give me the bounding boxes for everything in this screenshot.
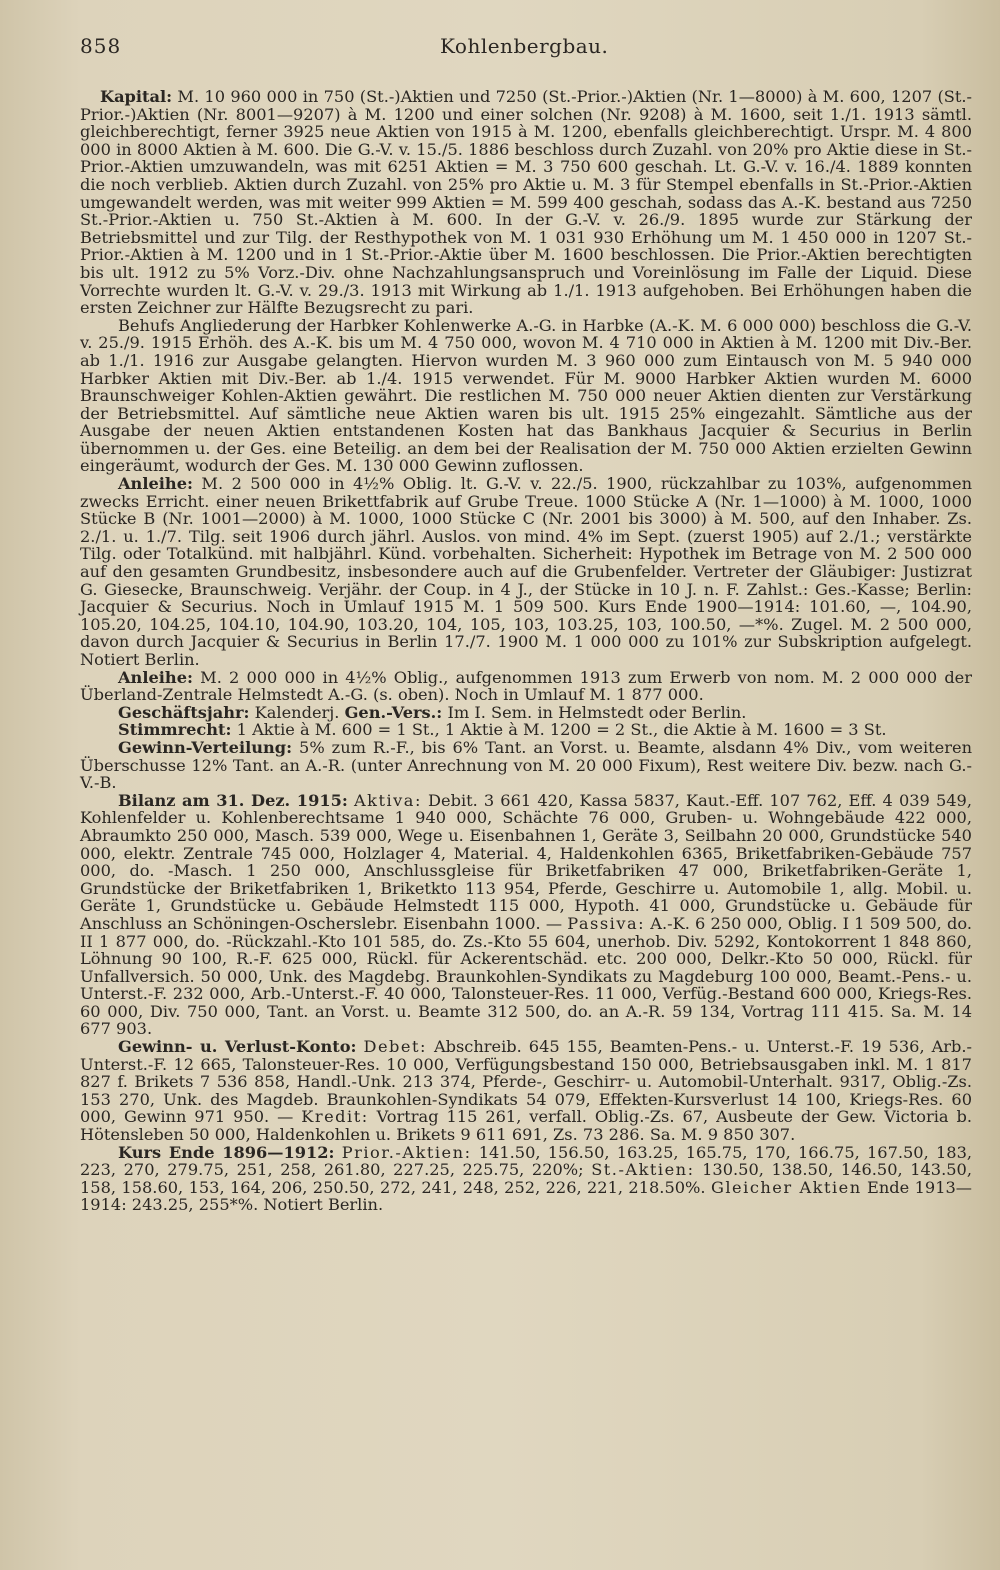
paragraph-text: Debit. 3 661 420, Kassa 5837, Kaut.-Eff. 107 762, Eff. 4 039 549, Kohlenfelder u. Kohlenberechtsame 1 940 000, Schächte 76 000, Gruben- u. Wohngebäude 422 000, Abraumkto 250 000, Masch. 539 000, Wege u. Eisenbahnen 1, Geräte 3, Seilbahn 20 000, Grundstücke 540 000, elektr. Zentrale 745 000, Holzlager 4, Material. 4, Haldenkohlen 6365, Briketfabriken-Gebäude 757 000, do. -Masch. 1 250 000, Anschlussgleise für Briketfabriken 47 000, Briketfabriken-Geräte 1, Grundstücke der Briketfabriken 1, Briketkto 113 954, Pferde, Geschirre u. Automobile 1, allg. Mobil. u. Geräte 1, Grundstücke u. Gebäude Helmstedt 115 000, Hypoth. 41 000, Grundstücke u. Gebäude für Anschluss an Schöningen-Oscherslebr. Eisenbahn 1000. — (80, 790, 973, 933)
paragraph-geschaeftsjahr (80, 704, 972, 722)
paragraph-text: Kalenderj. (249, 702, 345, 722)
paragraph-bilanz (80, 792, 972, 1038)
paragraph-text: 5% zum R.-F., bis 6% Tant. an Vorst. u. Beamte, alsdann 4% Div., vom weiteren Überschusse 12% Tant. an A.-R. (unter Anrechnung von M. 20 000 Fixum), Rest weitere Div. bezw. nach G.-V.-B. (80, 737, 972, 793)
paragraph-lead: Gewinn-Verteilung: (118, 737, 293, 757)
st-aktien-label: St.-Aktien: (591, 1160, 695, 1180)
paragraph-lead: Stimmrecht: (118, 720, 232, 740)
prior-aktien-label: Prior.-Aktien: (341, 1142, 472, 1162)
paragraph-text-3: Ende 1913—1914: 243.25, 255*%. Notiert Berlin. (80, 1177, 972, 1215)
paragraph-text: 141.50, 156.50, 163.25, 165.75, 170, 166.75, 167.50, 183, 223, 270, 279.75, 251, 258, 261.80, 227.25, 225.75, 220%; (80, 1142, 973, 1180)
paragraph-text-2: A.-K. 6 250 000, Oblig. I 1 509 500, do. II 1 877 000, do. -Rückzahl.-Kto 101 585, do. Zs.-Kto 55 604, unerhob. Div. 5292, Kontokorrent 1 848 860, Löhnung 90 100, R.-F. 625 000, Rückl. für Ackerentschäd. etc. 200 000, Delkr.-Kto 50 000, Rückl. für Unfallversich. 50 000, Unk. des Magdebg. Braunkohlen-Syndikats zu Magdeburg 100 000, Beamt.-Pens.- u. Unterst.-F. 232 000, Arb.-Unterst.-F. 40 000, Talonsteuer-Res. 11 000, Verfüg.-Bestand 600 000, Kriegs-Res. 60 000, Div. 750 000, Tant. an Vorst. u. Beamte 312 500, do. an A.-R. 59 134, Vortrag 111 415. Sa. M. 14 677 903. (80, 913, 972, 1039)
aktiva-label: Aktiva: (353, 790, 422, 810)
paragraph-lead: Anleihe: (118, 667, 193, 687)
paragraph-stimmrecht (80, 721, 972, 739)
paragraph-lead: Geschäftsjahr: (118, 702, 250, 722)
paragraph-text: M. 2 000 000 in 4½% Oblig., aufgenommen 1913 zum Erwerb von nom. M. 2 000 000 der Überland-Zentrale Helmstedt A.-G. (s. oben). Noch in Umlauf M. 1 877 000. (80, 667, 972, 705)
paragraph-text: 1 Aktie à M. 600 = 1 St., 1 Aktie à M. 1200 = 2 St., die Aktie à M. 1600 = 3 St. (231, 720, 887, 740)
paragraph-text-2: Vortrag 115 261, verfall. Oblig.-Zs. 67, Ausbeute der Gew. Victoria b. Hötensleben 50 000, Haldenkohlen u. Brikets 9 611 691, Zs. 73 286. Sa. M. 9 850 307. (80, 1107, 972, 1145)
paragraph-kapital (80, 88, 972, 317)
paragraph-lead-2: Gen.-Vers.: (344, 702, 443, 722)
paragraph-kurs (80, 1144, 972, 1214)
passiva-label: Passiva: (567, 913, 646, 933)
document-body (80, 88, 972, 1214)
paragraph-text: M. 2 500 000 in 4½% Oblig. lt. G.-V. v. 22./5. 1900, rückzahlbar zu 103%, aufgenommen zwecks Erricht. einer neuen Brikettfabrik auf Grube Treue. 1000 Stücke A (Nr. 1—1000) à M. 1000, 1000 Stücke B (Nr. 1001—2000) à M. 1000, 1000 Stücke C (Nr. 2001 bis 3000) à M. 500, auf den Inhaber. Zs. 2./1. u. 1./7. Tilg. seit 1906 durch jährl. Auslos. von mind. 4% im Sept. (zuerst 1905) auf 2./1.; verstärkte Tilg. oder Totalkünd. mit halbjährl. Künd. vorbehalten. Sicherheit: Hypothek im Betrage von M. 2 500 000 auf den gesamten Grundbesitz, insbesondere auch auf die Grubenfelder. Vertreter der Gläubiger: Justizrat G. Giesecke, Braunschweig. Verjähr. der Coup. in 4 J., der Stücke in 10 J. n. F. Zahlst.: Ges.-Kasse; Berlin: Jacquier & Securius. Noch in Umlauf 1915 M. 1 509 500. Kurs Ende 1900—1914: 101.60, —, 104.90, 105.20, 104.25, 104.10, 104.90, 103.20, 104, 105, 103, 103.25, 103, 100.50, —*%. Zugel. M. 2 500 000, davon durch Jacquier & Securius in Berlin 17./7. 1900 M. 1 000 000 zu 101% zur Subskription aufgelegt. Notiert Berlin. (80, 474, 972, 669)
paragraph-lead: Anleihe: (118, 474, 193, 494)
paragraph-lead: Kurs Ende 1896—1912: (118, 1142, 335, 1162)
running-title: Kohlenbergbau. (440, 34, 609, 58)
paragraph-lead: Gewinn- u. Verlust-Konto: (118, 1037, 357, 1057)
page-header (80, 34, 972, 74)
paragraph-angliederung (80, 317, 972, 475)
paragraph-text: Behufs Angliederung der Harbker Kohlenwerke A.-G. in Harbke (A.-K. M. 6 000 000) beschloss die G.-V. v. 25./9. 1915 Erhöh. des A.-K. bis um M. 4 750 000, wovon M. 4 710 000 in Aktien à M. 1200 mit Div.-Ber. ab 1./1. 1916 zur Ausgabe gelangten. Hiervon wurden M. 3 960 000 zum Eintausch von M. 5 940 000 Harbker Aktien mit Div.-Ber. ab 1./4. 1915 verwendet. Für M. 9000 Harbker Aktien wurden M. 6000 Braunschweiger Kohlen-Aktien gewährt. Die restlichen M. 750 000 neuer Aktien dienten zur Verstärkung der Betriebsmittel. Auf sämtliche neue Aktien waren bis ult. 1915 25% eingezahlt. Sämtliche aus der Ausgabe der neuen Aktien entstandenen Kosten hat das Bankhaus Jacquier & Securius in Berlin übernommen u. der Ges. eine Beteilig. an dem bei der Realisation der M. 750 000 Aktien erzielten Gewinn eingeräumt, wodurch der Ges. M. 130 000 Gewinn zuflossen. (80, 315, 972, 476)
paragraph-text-2: Im I. Sem. in Helmstedt oder Berlin. (442, 702, 747, 722)
paragraph-gewinn-verlust (80, 1038, 972, 1144)
page-number: 858 (80, 34, 122, 58)
paragraph-text: Abschreib. 645 155, Beamten-Pens.- u. Unterst.-F. 19 536, Arb.-Unterst.-F. 12 665, Talonsteuer-Res. 10 000, Verfügungsbestand 150 000, Betriebsausgaben inkl. M. 1 817 827 f. Brikets 7 536 858, Handl.-Unk. 213 374, Pferde-, Geschirr- u. Automobil-Unterhalt. 9317, Oblig.-Zs. 153 270, Unk. des Magdeb. Braunkohlen-Syndikats 54 079, Effekten-Kursverlust 14 100, Kriegs-Res. 60 000, Gewinn 971 950. — (80, 1037, 972, 1127)
paragraph-text: M. 10 960 000 in 750 (St.-)Aktien und 7250 (St.-Prior.-)Aktien (Nr. 1—8000) à M. 600, 1207 (St.-Prior.-)Aktien (Nr. 8001—9207) à M. 1200 und einer solchen (Nr. 9208) à M. 1600, seit 1./1. 1913 sämtl. gleichberechtigt, ferner 3925 neue Aktien von 1915 à M. 1200, ebenfalls gleichberechtigt. Urspr. M. 4 800 000 in 8000 Aktien à M. 600. Die G.-V. v. 15./5. 1886 beschloss durch Zuzahl. von 20% pro Aktie diese in St.-Prior.-Aktien umzuwandeln, was mit 6251 Aktien = M. 3 750 600 geschah. Lt. G.-V. v. 16./4. 1889 konnten die noch verblieb. Aktien durch Zuzahl. von 25% pro Aktie u. M. 3 für Stempel ebenfalls in St.-Prior.-Aktien umgewandelt werden, was mit weiter 999 Aktien = M. 599 400 geschah, sodass das A.-K. bestand aus 7250 St.-Prior.-Aktien u. 750 St.-Aktien à M. 600. In der G.-V. v. 26./9. 1895 wurde zur Stärkung der Betriebsmittel und zur Tilg. der Resthypothek von M. 1 031 930 Erhöhung um M. 1 450 000 in 1207 St.-Prior.-Aktien à M. 1200 und in 1 St.-Prior.-Aktie über M. 1600 beschlossen. Die Prior.-Aktien berechtigten bis ult. 1912 zu 5% Vorz.-Div. ohne Nachzahlungsanspruch und Voreinlösung im Falle der Liquid. Diese Vorrechte wurden lt. G.-V. v. 29./3. 1913 mit Wirkung ab 1./1. 1913 aufgehoben. Bei Erhöhungen haben die ersten Zeichner zur Hälfte Bezugsrecht zu pari. (80, 87, 972, 318)
paragraph-gewinn-verteilung (80, 739, 972, 792)
kredit-label: Kredit: (301, 1107, 369, 1127)
paragraph-anleihe-1 (80, 475, 972, 669)
debet-label: Debet: (363, 1037, 427, 1057)
paragraph-anleihe-2 (80, 669, 972, 704)
paragraph-lead: Bilanz am 31. Dez. 1915: (118, 790, 348, 810)
paragraph-text-2: 130.50, 138.50, 146.50, 143.50, 158, 158.60, 153, 164, 206, 250.50, 272, 241, 248, 252, 226, 221, 218.50%. (80, 1160, 972, 1197)
paragraph-lead: Kapital: (100, 87, 173, 106)
gleicher-aktien-label: Gleicher Aktien (710, 1177, 862, 1197)
